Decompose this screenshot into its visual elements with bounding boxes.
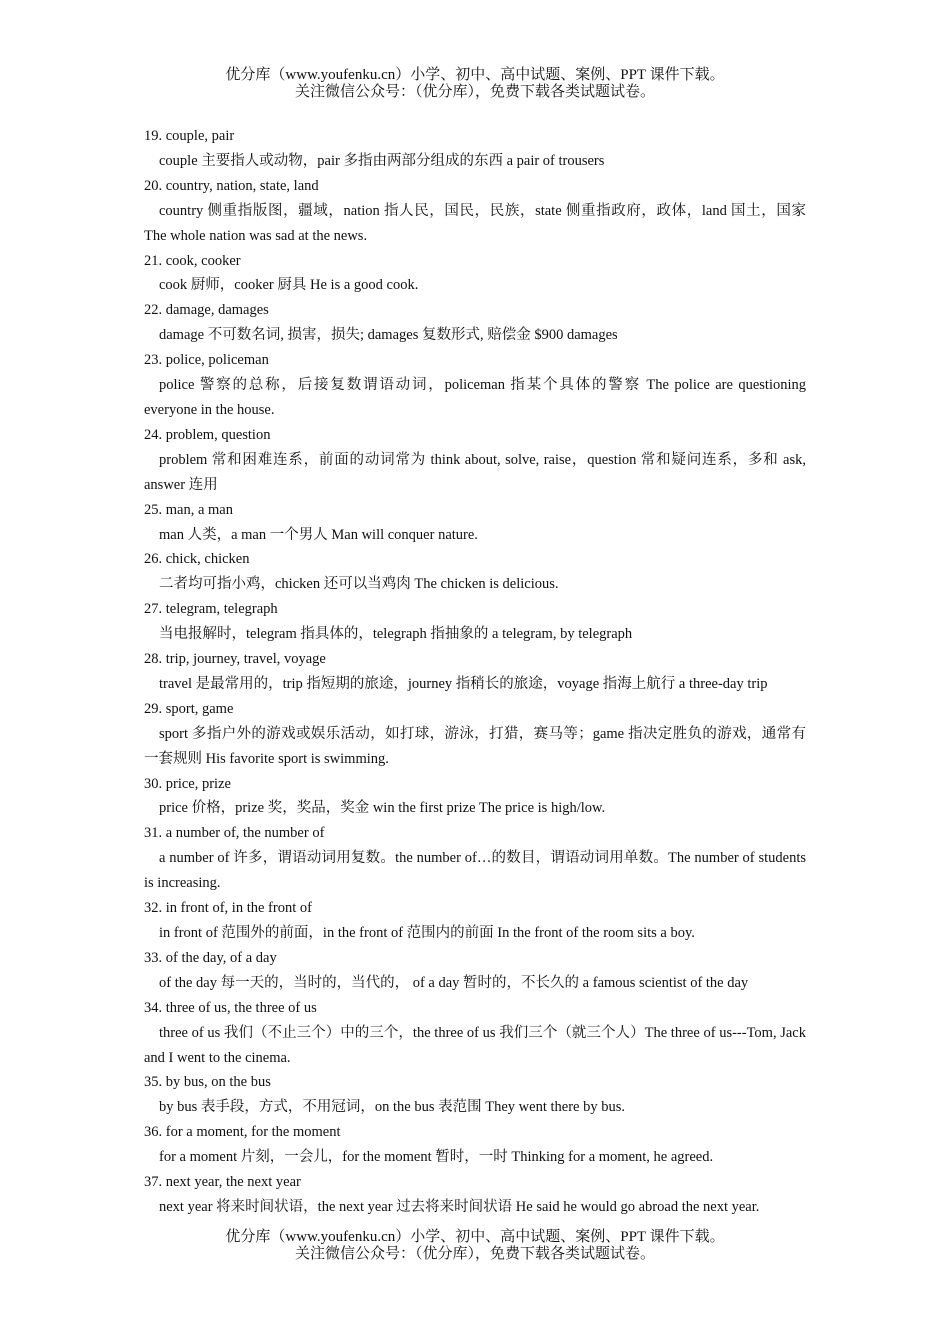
- entry-description: 当电报解时，telegram 指具体的，telegraph 指抽象的 a telegram, by telegraph: [159, 626, 633, 643]
- header-wechat-line: 关注微信公众号：（优分库），免费下载各类试题试卷。: [294, 84, 655, 100]
- entry-title: 20. country, nation, state, land: [144, 177, 319, 194]
- vocabulary-list: [144, 124, 806, 1220]
- entry-title: 21. cook, cooker: [144, 252, 241, 269]
- entry-title: 27. telegram, telegraph: [144, 601, 278, 618]
- entry-item: [144, 547, 806, 597]
- header-site-line: 优分库（www.youfenku.cn）小学、初中、高中试题、案例、PPT 课件下载。: [225, 67, 725, 83]
- entry-title: 26. chick, chicken: [144, 551, 250, 568]
- entry-description: price 价格，prize 奖，奖品，奖金 win the first prize The price is high/low.: [159, 800, 606, 817]
- entry-item: [144, 697, 806, 772]
- entry-item: [144, 249, 806, 299]
- entry-title: 28. trip, journey, travel, voyage: [144, 651, 326, 668]
- entry-title: 30. price, prize: [144, 775, 231, 792]
- entry-item: [144, 996, 806, 1071]
- entry-title: 32. in front of, in the front of: [144, 900, 312, 917]
- entry-item: [144, 647, 806, 697]
- entry-item: [144, 946, 806, 996]
- entry-description: in front of 范围外的前面，in the front of 范围内的前面 In the front of the room sits a boy.: [159, 925, 695, 941]
- entry-description: of the day 每一天的，当时的，当代的， of a day 暂时的，不长久的 a famous scientist of the day: [159, 974, 749, 991]
- entry-description: by bus 表手段，方式，不用冠词，on the bus 表范围 They went there by bus.: [159, 1099, 625, 1116]
- entry-item: [144, 772, 806, 822]
- entry-item: [144, 124, 806, 174]
- entry-title: 31. a number of, the number of: [144, 825, 325, 842]
- entry-title: 34. three of us, the three of us: [144, 999, 317, 1016]
- entry-item: [144, 1170, 806, 1220]
- entry-item: [144, 1070, 806, 1120]
- entry-description: three of us 我们（不止三个）中的三个，the three of us 我们三个（就三个人）The three of us---Tom, Jack and I went to the cinema.: [144, 1024, 806, 1066]
- entry-title: 19. couple, pair: [144, 128, 235, 144]
- entry-description: for a moment 片刻，一会儿，for the moment 暂时，一时 Thinking for a moment, he agreed.: [159, 1149, 714, 1166]
- entry-description: country 侧重指版图，疆域，nation 指人民，国民，民族，state 侧重指政府，政体，land 国土，国家 The whole nation was sad at the news.: [144, 202, 806, 244]
- entry-title: 37. next year, the next year: [144, 1174, 301, 1191]
- entry-description: man 人类，a man 一个男人 Man will conquer nature.: [159, 526, 478, 543]
- entry-item: [144, 597, 806, 647]
- entry-title: 24. problem, question: [144, 426, 271, 443]
- entry-title: 25. man, a man: [144, 501, 233, 518]
- entry-item: [144, 423, 806, 498]
- page-header: [0, 67, 950, 101]
- entry-item: [144, 896, 806, 946]
- entry-description: next year 将来时间状语，the next year 过去将来时间状语 He said he would go abroad the next year.: [159, 1198, 760, 1215]
- entry-item: [144, 174, 806, 249]
- entry-title: 23. police, policeman: [144, 352, 269, 369]
- entry-item: [144, 821, 806, 896]
- entry-description: couple 主要指人或动物，pair 多指由两部分组成的东西 a pair of trousers: [159, 152, 605, 169]
- entry-item: [144, 498, 806, 548]
- footer-wechat-line: 关注微信公众号：（优分库），免费下载各类试题试卷。: [294, 1246, 655, 1262]
- entry-title: 29. sport, game: [144, 700, 234, 717]
- entry-title: 36. for a moment, for the moment: [144, 1124, 341, 1141]
- entry-description: 二者均可指小鸡，chicken 还可以当鸡肉 The chicken is delicious.: [159, 576, 559, 593]
- entry-description: police 警察的总称，后接复数谓语动词，policeman 指某个具体的警察 The police are questioning everyone in the house.: [144, 377, 806, 418]
- entry-description: problem 常和困难连系，前面的动词常为 think about, solve, raise，question 常和疑问连系，多和 ask, answer 连用: [144, 451, 806, 493]
- entry-item: [144, 1120, 806, 1170]
- entry-title: 35. by bus, on the bus: [144, 1074, 271, 1091]
- entry-description: cook 厨师，cooker 厨具 He is a good cook.: [159, 277, 419, 294]
- entry-description: sport 多指户外的游戏或娱乐活动，如打球，游泳，打猎，赛马等；game 指决定胜负的游戏，通常有一套规则 His favorite sport is swimming.: [144, 725, 806, 767]
- entry-description: damage 不可数名词, 损害，损失; damages 复数形式, 赔偿金 $900 damages: [159, 327, 618, 344]
- entry-item: [144, 298, 806, 348]
- entry-title: 33. of the day, of a day: [144, 949, 277, 966]
- entry-description: a number of 许多，谓语动词用复数。the number of…的数目，谓语动词用单数。The number of students is increasing.: [144, 850, 806, 892]
- entry-description: travel 是最常用的，trip 指短期的旅途，journey 指稍长的旅途，voyage 指海上航行 a three-day trip: [159, 675, 768, 692]
- entry-title: 22. damage, damages: [144, 302, 269, 319]
- entry-item: [144, 348, 806, 423]
- page-footer: [0, 1229, 950, 1263]
- footer-site-line: 优分库（www.youfenku.cn）小学、初中、高中试题、案例、PPT 课件下载。: [225, 1229, 725, 1245]
